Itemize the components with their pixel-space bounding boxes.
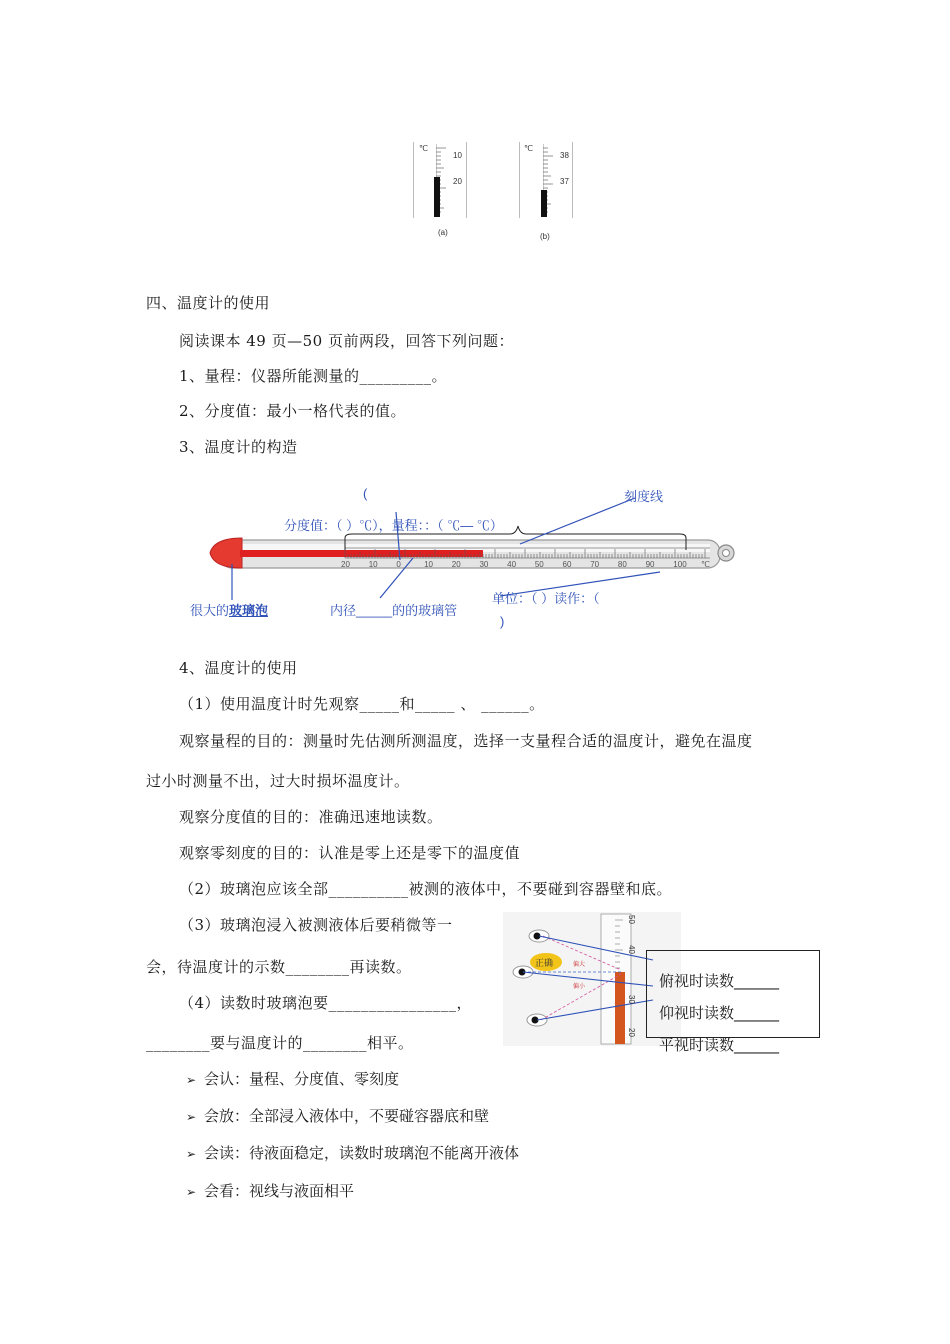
- item-3: 3、温度计的构造: [179, 438, 298, 456]
- scale-number: 40: [507, 560, 517, 569]
- item-4-p7a: （4）读数时玻璃泡要________________，: [179, 994, 473, 1012]
- caption: (a): [438, 228, 448, 237]
- intro-text: 阅读课本 49 页—50 页前两段，回答下列问题：: [179, 332, 514, 350]
- bulb-label-link[interactable]: 玻璃泡: [229, 603, 269, 618]
- small-label-high: 偏大: [573, 961, 586, 968]
- scale-number: 90: [645, 560, 655, 569]
- scale-number: 70: [590, 560, 600, 569]
- bullet-arrow-icon: ➢: [186, 1110, 197, 1124]
- figure-thermometer-b: [516, 140, 580, 244]
- unit-label: ℃: [524, 144, 533, 153]
- bullet-text: 会认：量程、分度值、零刻度: [204, 1070, 400, 1088]
- tick-label: 37: [560, 177, 569, 186]
- reading-answer-box: [646, 950, 820, 1038]
- bulb-label-prefix: 很大的: [190, 603, 230, 618]
- tick-label: 20: [453, 177, 462, 186]
- reading-box-line-3: 平视时读数______: [659, 1036, 780, 1054]
- tick-label: 38: [560, 151, 569, 160]
- unit-label: 单位：（ ）读作：（: [492, 591, 600, 606]
- item-4-p7b: ________要与温度计的________相平。: [146, 1034, 414, 1052]
- scale-number: 50: [534, 560, 544, 569]
- section-heading: 四、温度计的使用: [146, 294, 271, 312]
- small-label-low: 偏小: [573, 983, 586, 990]
- reading-box-line-1: 俯视时读数______: [659, 972, 780, 990]
- item-4-p3: 观察分度值的目的：准确迅速地读数。: [179, 808, 443, 826]
- bullet-item: [186, 1069, 399, 1090]
- bullet-arrow-icon: ➢: [186, 1147, 197, 1161]
- thermometer-diagram: [180, 480, 760, 640]
- scale-numbers: [180, 560, 760, 572]
- frame-left: [519, 142, 520, 218]
- bullet-arrow-icon: ➢: [186, 1073, 197, 1087]
- item-4-p6b: 会，待温度计的示数________再读数。: [146, 958, 412, 976]
- scale-number: 100: [673, 560, 687, 569]
- tick-label: 10: [453, 151, 462, 160]
- reading-box-line-2: 仰视时读数______: [659, 1004, 780, 1022]
- bulb-label: [190, 600, 268, 619]
- bullet-text: 会读：待液面稳定，读数时玻璃泡不能离开液体: [204, 1144, 520, 1162]
- scale-number: 10: [368, 560, 378, 569]
- bullet-text: 会放：全部浸入液体中，不要碰容器底和壁: [204, 1107, 490, 1125]
- liquid-column: [434, 177, 440, 217]
- scale-number: 60: [562, 560, 572, 569]
- item-4-p5: （2）玻璃泡应该全部__________被测的液体中，不要碰到容器壁和底。: [179, 880, 673, 898]
- bullet-item: [186, 1106, 489, 1127]
- caption: (b): [540, 232, 550, 241]
- item-4-p1: （1）使用温度计时先观察_____和_____ 、 ______。: [179, 695, 545, 713]
- tube-label: 内径_____的的玻璃管: [330, 603, 458, 618]
- bullet-arrow-icon: ➢: [186, 1185, 197, 1199]
- bullet-item: [186, 1143, 519, 1164]
- division-range-label: 分度值：（ ）℃），量程：：（ ℃— ℃）: [284, 518, 503, 533]
- scale-line-label: 刻度线: [624, 489, 664, 504]
- bullet-item: [186, 1181, 354, 1202]
- scale-number: 0: [396, 560, 401, 569]
- scale-label: 20: [627, 1028, 636, 1037]
- unit-label: ℃: [419, 144, 428, 153]
- item-4-heading: 4、温度计的使用: [179, 659, 298, 677]
- item-4-p6a: （3）玻璃泡浸入被测液体后要稍微等一: [179, 916, 453, 934]
- scale-number: 20: [451, 560, 461, 569]
- item-2: 2、分度值：最小一格代表的值。: [179, 402, 407, 420]
- liquid-column: [541, 190, 547, 217]
- correct-badge-label: 正确: [535, 959, 554, 969]
- bullet-text: 会看：视线与液面相平: [204, 1182, 355, 1200]
- item-4-p2a: 观察量程的目的：测量时先估测所测温度，选择一支量程合适的温度计，避免在温度: [179, 732, 753, 750]
- paren-top: (: [363, 486, 368, 501]
- scale-label: 30: [627, 995, 636, 1004]
- unit-close: ): [500, 614, 505, 629]
- scale-number: ℃: [701, 560, 710, 569]
- item-4-p4: 观察零刻度的目的：认准是零上还是零下的温度值: [179, 844, 521, 862]
- scale-number: 10: [424, 560, 433, 569]
- scale-label: 40: [627, 945, 636, 954]
- item-4-p2b: 过小时测量不出，过大时损坏温度计。: [146, 772, 410, 790]
- frame-right: [466, 142, 467, 218]
- scale-label: 50: [627, 915, 636, 924]
- frame-right: [572, 142, 573, 218]
- item-1: 1、量程：仪器所能测量的_________。: [179, 367, 448, 385]
- scale-number: 80: [617, 560, 627, 569]
- scale-number: 20: [341, 560, 350, 569]
- scale-number: 30: [479, 560, 489, 569]
- figure-thermometer-a: [410, 140, 470, 240]
- frame-left: [413, 142, 414, 218]
